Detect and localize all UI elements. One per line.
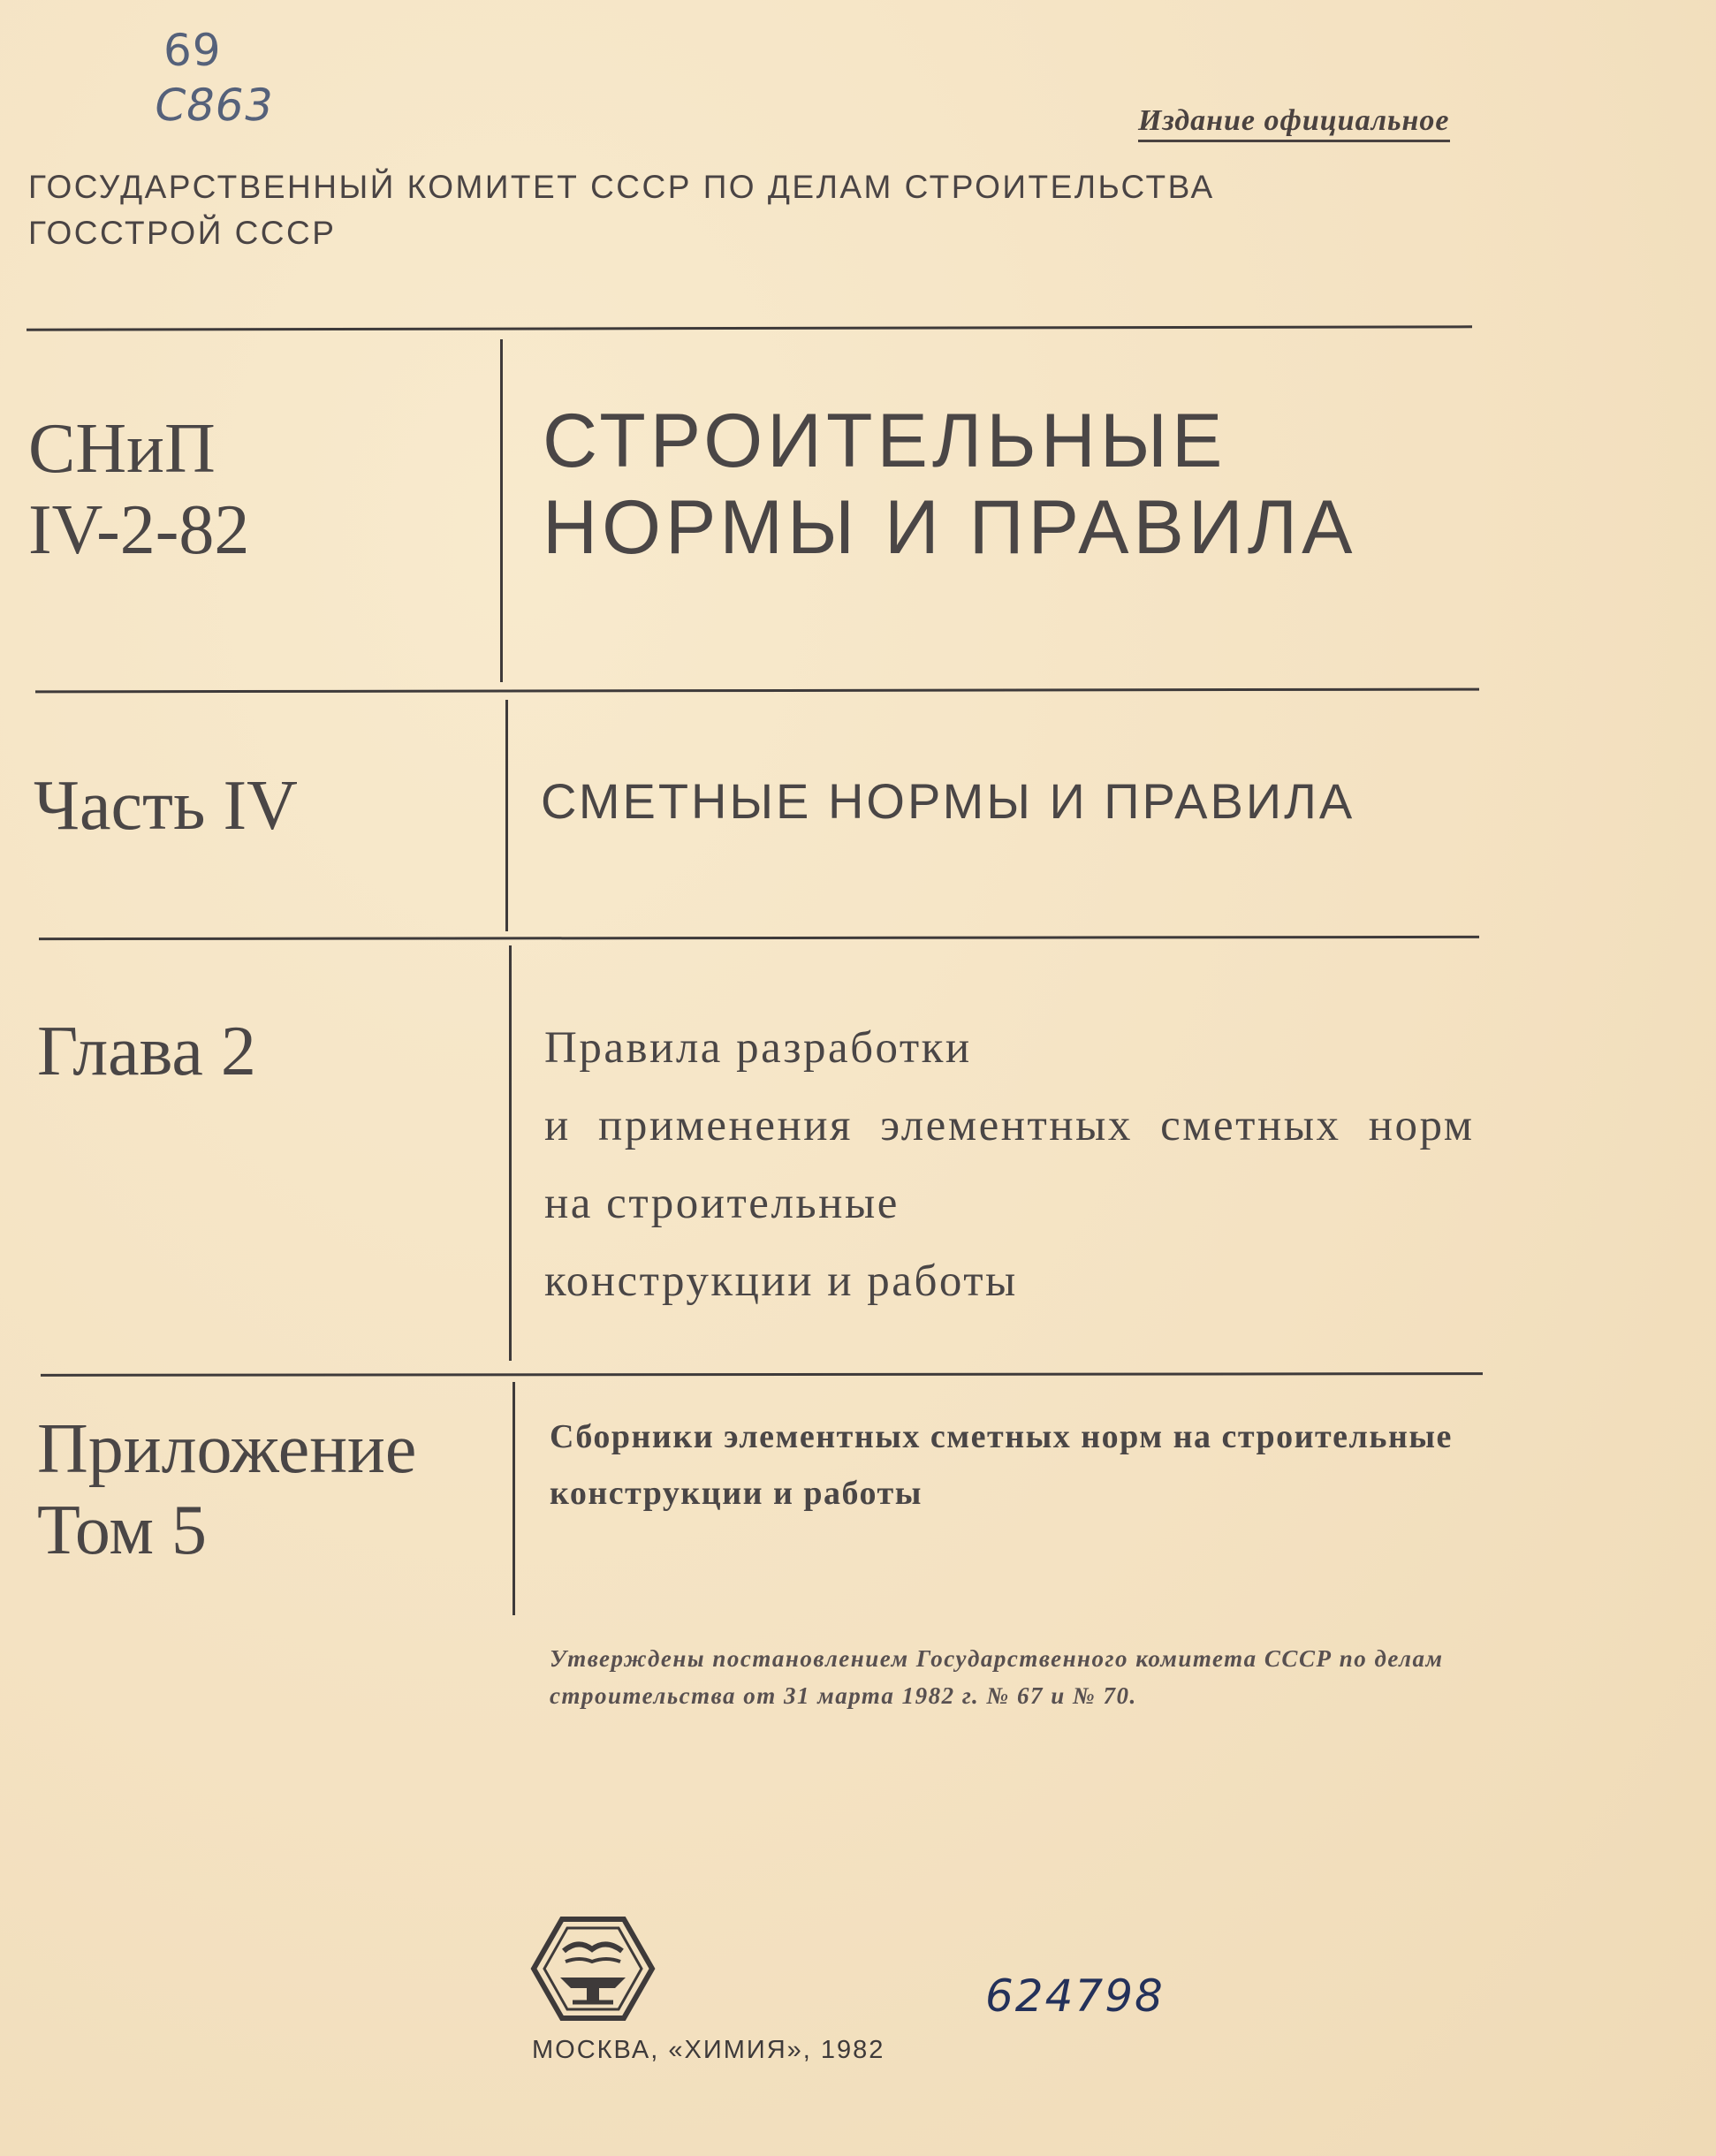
appendix-label-line-2: Том 5 [37, 1492, 207, 1569]
chapter-title-line-2: и применения элементных сметных норм [544, 1101, 1475, 1150]
handwritten-mark-2: С863 [149, 80, 278, 131]
part-title: СМЕТНЫЕ НОРМЫ И ПРАВИЛА [541, 773, 1355, 829]
chapter-label: Глава 2 [37, 1013, 256, 1090]
committee-header [28, 164, 1215, 256]
publisher-line: МОСКВА, «ХИМИЯ», 1982 [532, 2036, 885, 2064]
appendix-label [37, 1408, 416, 1571]
inventory-number: 624798 [985, 1970, 1165, 2022]
document-title [543, 398, 1357, 571]
appendix-title-line-2: конструкции и работы [550, 1475, 923, 1512]
appendix-title-line-1: Сборники элементных сметных норм на строительные [550, 1418, 1453, 1455]
chapter-title-line-3: на строительные [544, 1179, 900, 1228]
edition-label: Издание официальное [1138, 104, 1450, 142]
rule-top [27, 325, 1472, 330]
divider-appendix [513, 1382, 515, 1615]
snip-code-line-2: IV-2-82 [28, 491, 250, 569]
approval-note [550, 1640, 1504, 1714]
divider-snip [500, 339, 503, 682]
rule-after-chapter [41, 1372, 1483, 1377]
rule-after-snip [35, 688, 1479, 694]
approval-note-line-1: Утверждены постановлением Государственного комитета СССР по делам [550, 1645, 1444, 1672]
document-title-line-1: СТРОИТЕЛЬНЫЕ [543, 399, 1227, 483]
handwritten-mark-1: 69 [163, 25, 222, 76]
publisher-logo-icon [530, 1916, 656, 2022]
divider-part [505, 700, 508, 931]
appendix-label-line-1: Приложение [37, 1410, 417, 1488]
appendix-title [550, 1408, 1504, 1522]
committee-line-1: ГОСУДАРСТВЕННЫЙ КОМИТЕТ СССР ПО ДЕЛАМ СТРОИТЕЛЬСТВА [28, 169, 1215, 205]
chapter-title-line-4: конструкции и работы [544, 1256, 1018, 1306]
divider-chapter [509, 945, 512, 1361]
document-title-line-2: НОРМЫ И ПРАВИЛА [543, 485, 1357, 570]
committee-line-2: ГОССТРОЙ СССР [28, 215, 337, 251]
snip-code-line-1: СНиП [28, 410, 216, 488]
chapter-title [544, 1009, 1499, 1320]
chapter-title-line-1: Правила разработки [544, 1023, 972, 1073]
part-label: Часть IV [34, 767, 298, 845]
snip-code [28, 408, 249, 571]
approval-note-line-2: строительства от 31 марта 1982 г. № 67 и № 70. [550, 1682, 1137, 1709]
rule-after-part [39, 936, 1479, 940]
